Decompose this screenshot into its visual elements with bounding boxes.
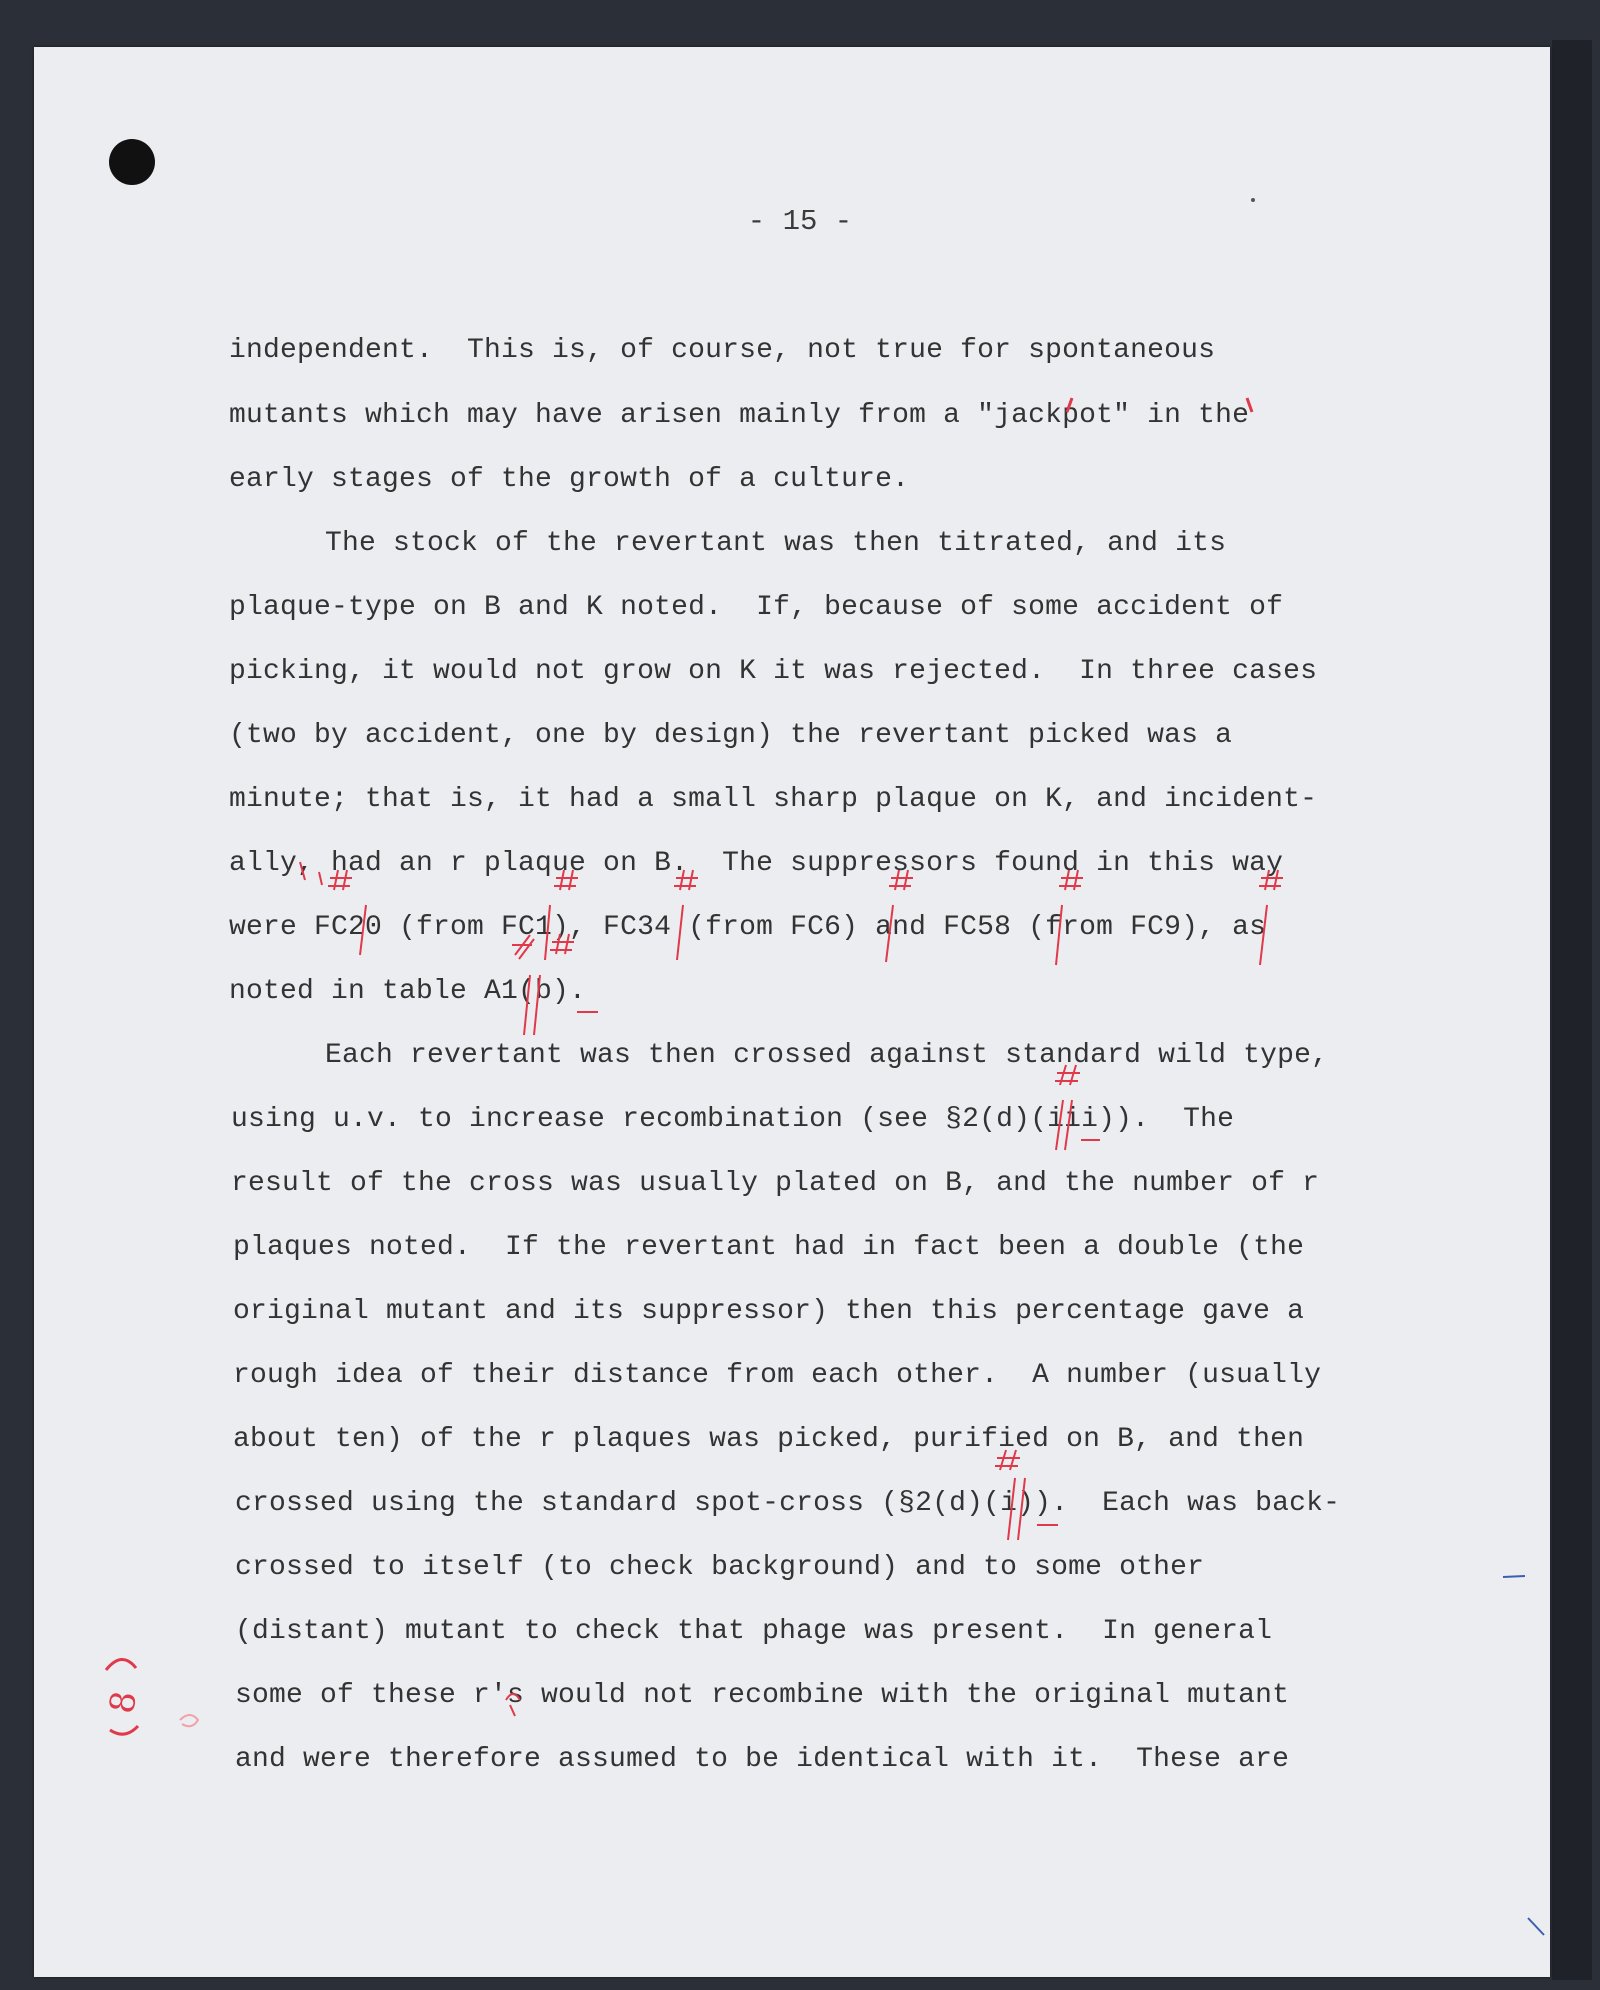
text-line: plaques noted. If the revertant had in fact been a double (the: [233, 1232, 1305, 1263]
text-line: picking, it would not grow on K it was rejected. In three cases: [229, 656, 1318, 687]
text-line: some of these r's would not recombine with the original mutant: [235, 1680, 1290, 1711]
margin-annotation: 8: [102, 1688, 146, 1717]
text-line: early stages of the growth of a culture.: [229, 464, 910, 495]
text-line: using u.v. to increase recombination (see §2(d)(iii)). The: [231, 1104, 1235, 1135]
text-line: minute; that is, it had a small sharp plaque on K, and incident-: [229, 784, 1318, 815]
text-line: were FC20 (from FC1), FC34 (from FC6) and FC58 (from FC9), as: [229, 912, 1267, 943]
text-line: Each revertant was then crossed against standard wild type,: [325, 1040, 1329, 1071]
binder-edge: [1552, 40, 1592, 1980]
text-line: plaque-type on B and K noted. If, because of some accident of: [229, 592, 1284, 623]
text-line: result of the cross was usually plated on B, and the number of r: [231, 1168, 1320, 1199]
text-line: independent. This is, of course, not true for spontaneous: [229, 335, 1216, 366]
punch-hole: [109, 139, 155, 185]
text-line: rough idea of their distance from each other. A number (usually: [233, 1360, 1322, 1391]
text-line: crossed to itself (to check background) and to some other: [235, 1552, 1205, 1583]
text-line: crossed using the standard spot-cross (§2(d)(i)). Each was back-: [235, 1488, 1341, 1519]
text-line: (distant) mutant to check that phage was present. In general: [235, 1616, 1273, 1647]
text-line: ally, had an r plaque on B. The suppressors found in this way: [229, 848, 1284, 879]
text-line: about ten) of the r plaques was picked, purified on B, and then: [233, 1424, 1305, 1455]
text-line: noted in table A1(b).: [229, 976, 587, 1007]
text-line: The stock of the revertant was then titrated, and its: [325, 528, 1227, 559]
text-line: (two by accident, one by design) the revertant picked was a: [229, 720, 1233, 751]
page-number: - 15 -: [747, 205, 853, 238]
text-line: and were therefore assumed to be identical with it. These are: [235, 1744, 1290, 1775]
text-line: original mutant and its suppressor) then this percentage gave a: [233, 1296, 1305, 1327]
text-line: mutants which may have arisen mainly from a "jackpot" in the: [229, 400, 1250, 431]
